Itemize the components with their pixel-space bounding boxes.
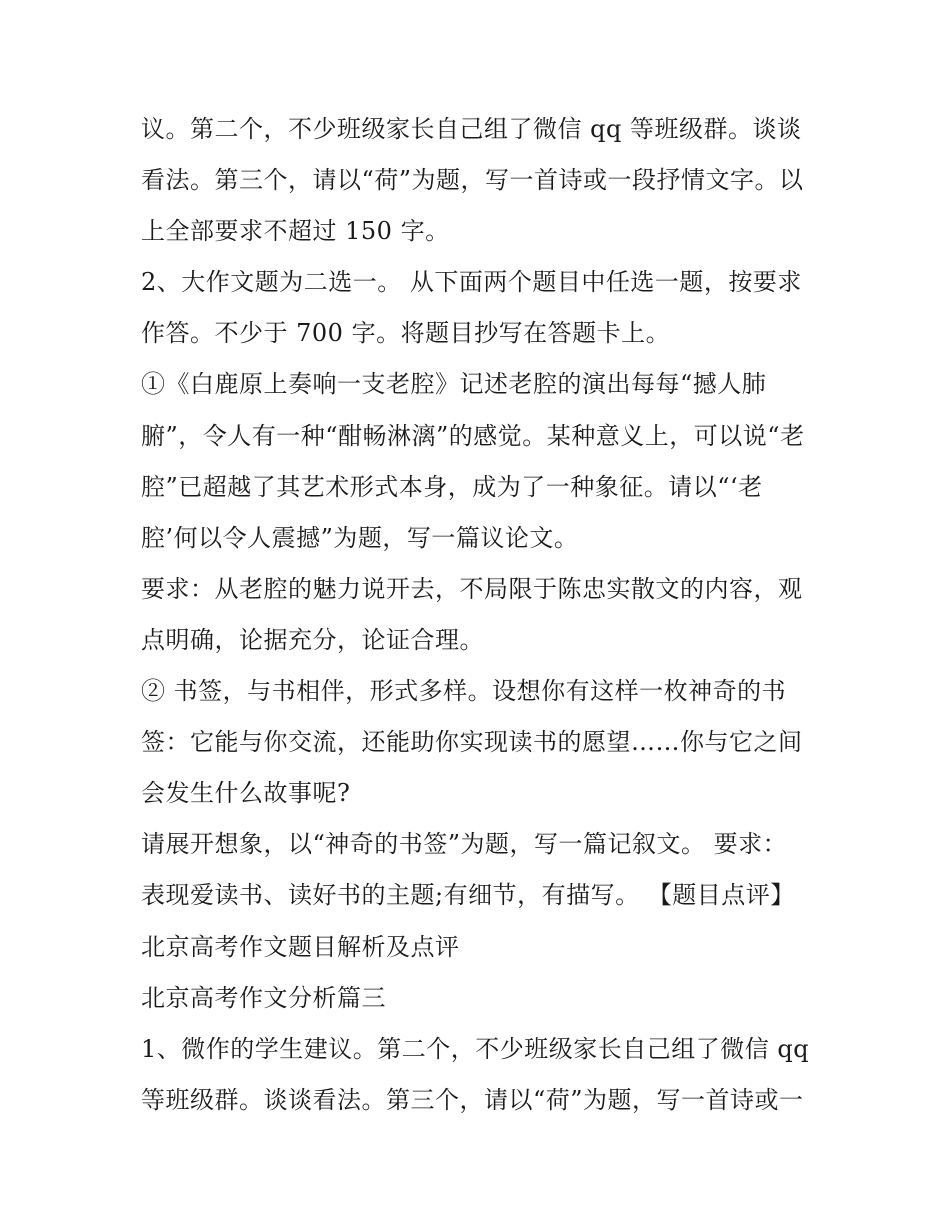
text-line: 2、大作文题为二选一。 从下面两个题目中任选一题，按要求 (141, 268, 802, 297)
text-line: 会发生什么故事呢? (141, 779, 351, 808)
section-heading: 北京高考作文题目解析及点评 (141, 932, 460, 961)
text-line: 签：它能与你交流，还能助你实现读书的愿望……你与它之间 (141, 728, 803, 757)
text-line: 腑”，令人有一种“酣畅淋漓”的感觉。某种意义上，可以说“老 (141, 421, 805, 450)
text-line: 腔”已超越了其艺术形式本身，成为了一种象征。请以“‘老 (141, 472, 763, 501)
text-line: 腔’何以令人震撼”为题，写一篇议论文。 (141, 523, 579, 552)
text-line: 作答。不少于 700 字。将题目抄写在答题卡上。 (141, 319, 671, 348)
section-heading: 北京高考作文分析篇三 (141, 983, 386, 1012)
text-line: 要求：从老腔的魅力说开去，不局限于陈忠实散文的内容，观 (141, 574, 803, 603)
text-line: ①《白鹿原上奏响一支老腔》记述老腔的演出每每“撼人肺 (141, 370, 767, 399)
text-line: 议。第二个，不少班级家长自己组了微信 qq 等班级群。谈谈 (141, 115, 802, 143)
text-line: ② 书签，与书相伴，形式多样。设想你有这样一枚神奇的书 (141, 677, 787, 706)
document-body (141, 104, 821, 1126)
text-line: 点明确，论据充分，论证合理。 (141, 625, 484, 654)
text-line: 表现爱读书、读好书的主题;有细节，有描写。 【题目点评】 (141, 881, 795, 910)
text-line: 等班级群。谈谈看法。第三个，请以“荷”为题，写一首诗或一 (141, 1085, 804, 1114)
text-line: 1、微作的学生建议。第二个，不少班级家长自己组了微信 qq (141, 1034, 810, 1063)
text-line: 看法。第三个，请以“荷”为题，写一首诗或一段抒情文字。以 (141, 166, 804, 195)
text-line: 请展开想象，以“神奇的书签”为题，写一篇记叙文。 要求： (141, 830, 788, 859)
text-line: 上全部要求不超过 150 字。 (141, 217, 450, 246)
